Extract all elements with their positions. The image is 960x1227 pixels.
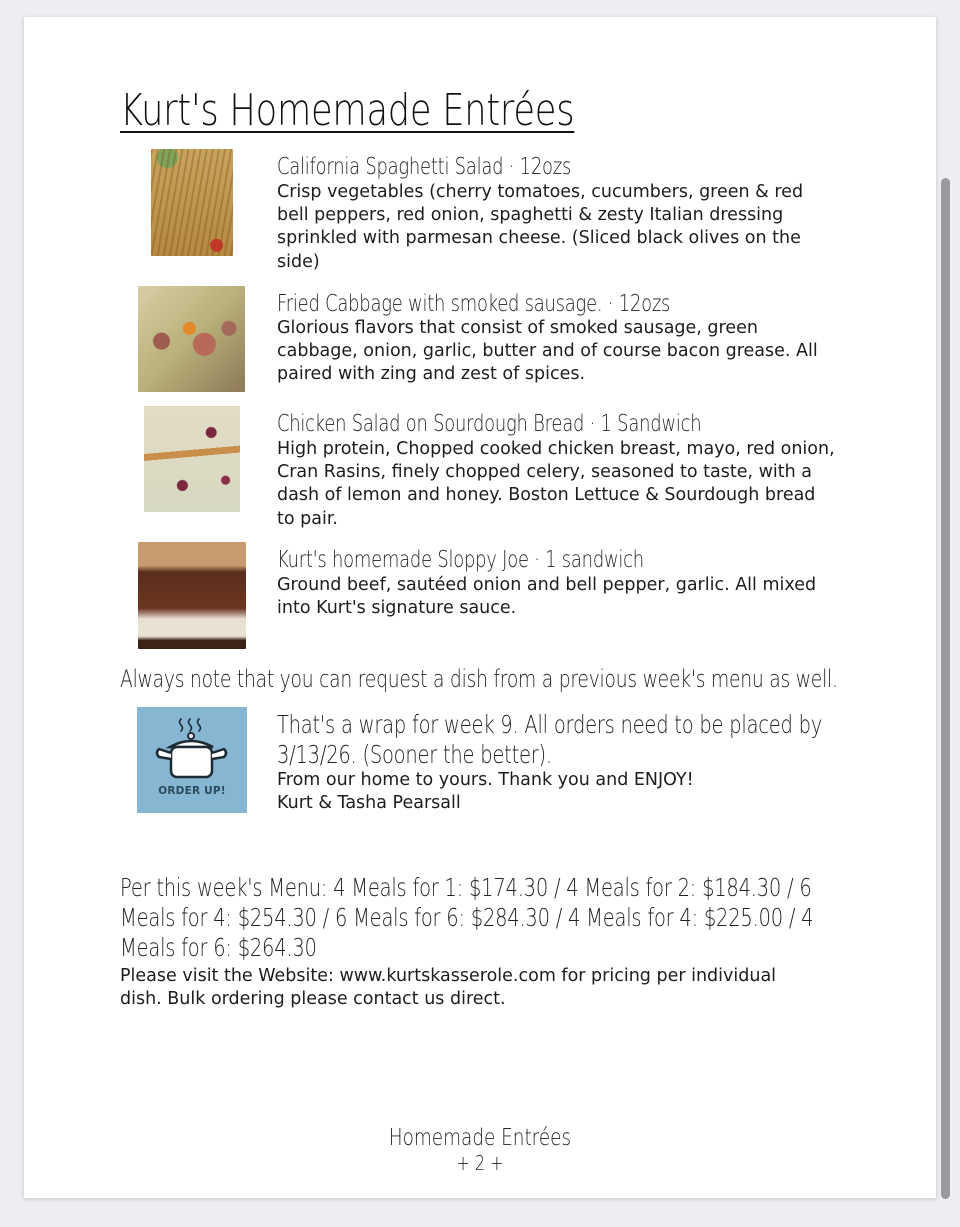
page-title: Kurt's Homemade Entrées — [120, 85, 575, 136]
item-description: Ground beef, sautéed onion and bell pepper, garlic. All mixed into Kurt's signature sauce. — [277, 575, 817, 619]
vertical-scrollbar[interactable] — [941, 178, 950, 1199]
wrap-message — [277, 769, 694, 815]
item-name: Kurt's homemade Sloppy Joe · 1 sandwich — [277, 547, 644, 573]
page-footer — [24, 1125, 936, 1175]
sloppy-joe-photo — [138, 542, 246, 649]
item-name: Fried Cabbage with smoked sausage. · 12ozs — [277, 291, 671, 317]
website-note: Please visit the Website: www.kurtskasserole.com for pricing per individual dish. Bulk ordering please contact us direct. — [120, 966, 777, 1009]
chicken-salad-sandwich-photo — [144, 406, 240, 512]
item-description: Glorious flavors that consist of smoked sausage, green cabbage, onion, garlic, butter and of course bacon grease. All paired with zing and zest of spices. — [277, 318, 818, 385]
signature: Kurt & Tasha Pearsall — [277, 793, 461, 813]
item-description: High protein, Chopped cooked chicken breast, mayo, red onion, Cran Rasins, finely chopped celery, seasoned to taste, with a dash of lemon and honey. Boston Lettuce & Sourdough bread to pair. — [277, 439, 835, 529]
footer-section-title: Homemade Entrées — [388, 1125, 572, 1151]
document-page — [24, 17, 936, 1198]
order-up-label: ORDER UP! — [158, 785, 226, 797]
pricing-text: Per this week's Menu: 4 Meals for 1: $174.30 / 4 Meals for 2: $184.30 / 6 Meals for 4: $254.30 / 6 Meals for 6: $284.30 / 4 Meals for 4: $225.00 / 4 Meals for 6: $264.30 — [120, 873, 814, 962]
order-up-badge — [137, 707, 247, 813]
fried-cabbage-photo — [138, 286, 245, 392]
wrap-headline: That's a wrap for week 9. All orders need to be placed by 3/13/26. (Sooner the better). — [277, 710, 823, 769]
previous-week-note: Always note that you can request a dish from a previous week's menu as well. — [120, 665, 838, 693]
thank-you-text: From our home to yours. Thank you and ENJOY! — [277, 770, 694, 790]
item-name: Chicken Salad on Sourdough Bread · 1 Sandwich — [277, 411, 702, 437]
spaghetti-salad-photo — [151, 149, 233, 256]
page-number: + 2 + — [456, 1151, 504, 1175]
item-description: Crisp vegetables (cherry tomatoes, cucumbers, green & red bell peppers, red onion, spaghetti & zesty Italian dressing sprinkled with parmesan cheese. (Sliced black olives on the side) — [277, 182, 804, 272]
cooking-pot-icon — [137, 707, 247, 813]
item-name: California Spaghetti Salad · 12ozs — [277, 154, 572, 180]
